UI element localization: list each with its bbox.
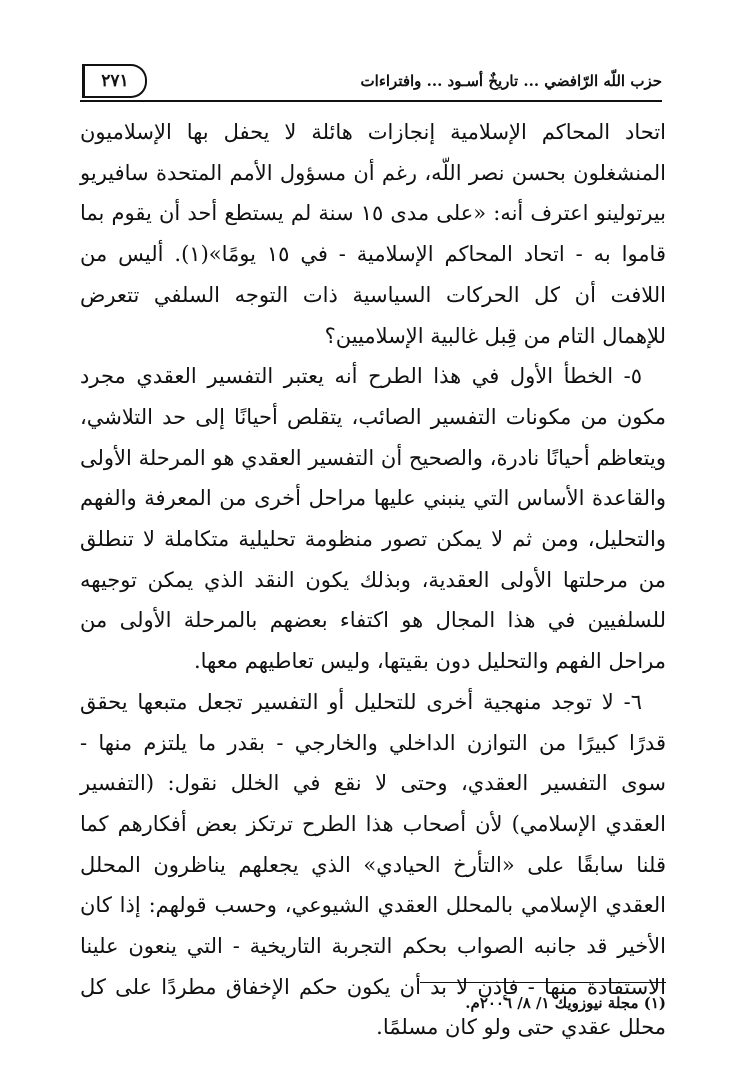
page-header xyxy=(80,58,662,102)
page-number: ٢٧١ xyxy=(82,64,147,98)
header-rule xyxy=(80,100,662,102)
footnote-rule xyxy=(420,982,666,983)
paragraph-1: اتحاد المحاكم الإسلامية إنجازات هائلة لا يحفل بها الإسلاميون المنشغلون بحسن نصر اللّه، رغم أن مسؤول الأمم المتحدة سافيريو بيرتولينو اعترف أنه: «على مدى ١٥ سنة لم يستطع أحد أن يقوم بما قاموا به - اتحاد المحاكم الإسلامية - في ١٥ يومًا»(١). أليس من اللافت أن كل الحركات السياسية ذات التوجه السلفي تتعرض للإهمال التام من قِبل غالبية الإسلاميين؟ xyxy=(80,120,666,348)
footnote: (١) مجلة نيوزويك ١/ ٨/ ٢٠٠٦م. xyxy=(465,994,666,1012)
body-text xyxy=(80,112,666,1048)
paragraph-3: ٦- لا توجد منهجية أخرى للتحليل أو التفسير تجعل متبعها يحقق قدرًا كبيرًا من التوازن الداخلي والخارجي - بقدر ما يلتزم منها - سوى التفسير العقدي، وحتى لا نقع في الخلل نقول: (التفسير العقدي الإسلامي) لأن أصحاب هذا الطرح ترتكز بعض أفكارهم كما قلنا سابقًا على «التأرخ الحيادي» الذي يجعلهم يناظرون المحلل العقدي الإسلامي بالمحلل العقدي الشيوعي، وحسب قولهم: إذا كان الأخير قد جانبه الصواب بحكم التجربة التاريخية - التي ينعون علينا الاستفادة منها - فإذن لا بد أن يكون حكم الإخفاق مطردًا على كل محلل عقدي حتى ولو كان مسلمًا. xyxy=(80,689,666,1040)
paragraph-2: ٥- الخطأ الأول في هذا الطرح أنه يعتبر التفسير العقدي مجرد مكون من مكونات التفسير الصائب، يتقلص أحيانًا إلى حد التلاشي، ويتعاظم أحيانًا نادرة، والصحيح أن التفسير العقدي هو المرحلة الأولى والقاعدة الأساس التي ينبني عليها مراحل أخرى من المعرفة والفهم والتحليل، ومن ثم لا يمكن تصور منظومة تحليلية متكاملة لا تنطلق من مرحلتها الأولى العقدية، وبذلك يكون النقد الذي يمكن توجيهه للسلفيين في هذا المجال هو اكتفاء بعضهم بالمرحلة الأولى من مراحل الفهم والتحليل دون بقيتها، وليس تعاطيهم معها. xyxy=(80,364,666,674)
running-title: حزب اللّه الرّافضي ... تاريخٌ أسـود ... وافتراءات xyxy=(360,72,662,90)
